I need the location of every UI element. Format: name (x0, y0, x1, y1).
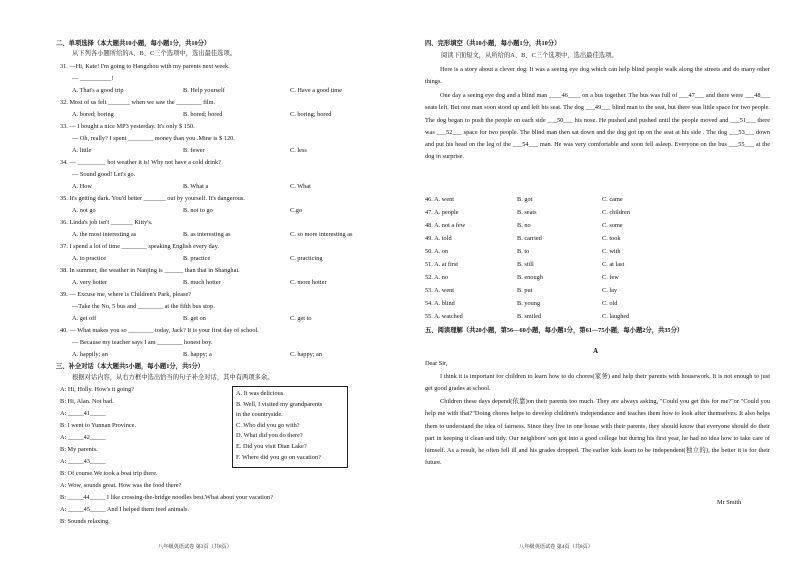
question-40: 40. — What makes you so ________ today, Jack? It is your first day of school. (60, 327, 259, 334)
cloze-52-c: C. few (602, 274, 619, 281)
dialog-line-5: A: _____42_____ (60, 434, 106, 441)
q37-option-b: B. practice (183, 255, 211, 262)
cloze-55-b: B. smiled (517, 313, 542, 320)
dialog-line-1: A: Hi, Holly. How's it going? (60, 386, 135, 393)
box-option-b-cont: in the countryside. (236, 411, 283, 419)
box-option-d: D. What did you do there? (236, 432, 303, 440)
q35-option-a: A. not go (72, 207, 96, 214)
dialog-options-box (232, 386, 348, 468)
q37-option-c: C. practicing (290, 255, 323, 262)
section3-title: 三、补全对话（本大题共5小题，每小题1分，共5分） (56, 363, 204, 370)
cloze-46-b: B. got (517, 196, 533, 203)
q40-option-b: B. happy; a (183, 351, 212, 358)
cloze-50-c: C. with (602, 248, 621, 255)
q36-option-b: B. as interesting as (183, 231, 231, 238)
reading-passage-label: A (593, 347, 599, 355)
cloze-53-c: C. lay (602, 287, 618, 294)
letter-signature: Mr Smith (717, 499, 742, 506)
cloze-46-c: C. came (602, 196, 623, 203)
q39-option-a: A. get off (72, 315, 97, 322)
q32-option-c: C. boring; bored (290, 111, 332, 118)
q33-option-a: A. little (72, 147, 92, 154)
question-34: 34. — _________ hot weather it is! Why not have a cold drink? (60, 159, 221, 166)
q36-option-a: A. the most interesting as (72, 231, 137, 238)
question-36: 36. Linda's job isn't _______ Kitty's. (60, 219, 153, 226)
question-31: 31. —Hi, Kate! I'm going to Hangzhou with my parents next week. (60, 63, 230, 70)
question-38: 38. In summer, the weather in Nanjing is ______ than that in Shanghai. (60, 267, 240, 274)
question-33: 33. — I bought a nice MP3 yesterday. It's only $ 150. (60, 123, 195, 130)
cloze-54-b: B. young (517, 300, 541, 307)
box-option-c: C. Who did you go with? (236, 421, 300, 429)
q33-option-c: C. less (290, 147, 307, 154)
box-option-b: B. Well, I visited my grandparents (236, 400, 323, 408)
q40-option-a: A. happily; an (72, 351, 108, 358)
q38-option-b: B. much hotter (183, 279, 221, 286)
dialog-line-7: A: _____43_____ (60, 458, 106, 465)
question-40-line2: — Because my teacher says I am ________ honest boy. (72, 339, 213, 346)
q34-option-c: C. What (290, 183, 311, 190)
section4-title: 四、完形填空（共10小题，每小题1分，共10分） (425, 40, 561, 47)
section2-title: 二、单项选择（本大题共10小题，每小题1分，共10分） (56, 40, 211, 47)
passage-intro: Here is a story about a clever dog. It was a seeing eye dog which can help blind people walk along the streets and do many other things. (425, 66, 770, 86)
q40-option-c: C. happy; an (290, 351, 323, 358)
question-39: 39. — Excuse me, where is Children's Park, please? (60, 291, 192, 298)
dialog-line-11: A: _____45_____ And I helped them feed animals. (60, 506, 190, 513)
question-35: 35. It's getting dark. You'd better _______ out by yourself. It's dangerous. (60, 195, 245, 202)
dialog-line-9: A: Wow, sounds great. How was the food there? (60, 482, 182, 489)
dialog-line-3: A: _____41_____ (60, 410, 106, 417)
dialog-line-8: B: Of course.We took a boat trip there. (60, 470, 158, 477)
section3-instructions: 根据对话内容，从右方框中选出恰当的句子补全对话，其中有两项多余。 (72, 374, 274, 381)
section2-instructions: 从下列各小题所给的A、B、C三个选项中，选出最佳选项。 (72, 50, 237, 57)
cloze-51-c: C. at last (602, 261, 625, 268)
q35-option-b: B. not to go (183, 207, 213, 214)
cloze-49-a: 49. A. told (425, 235, 452, 242)
cloze-47-c: C. children (602, 209, 630, 216)
q38-option-a: A. very hotter (72, 279, 108, 286)
cloze-52-a: 52. A. no (425, 274, 449, 281)
section5-title: 五、阅读理解（共20小题，第56—60小题，每小题1分，第61—75小题，每小题2分，共35分） (425, 327, 684, 334)
q31-option-a: A. That's a good trip (72, 87, 124, 94)
dialog-line-4: B: I went to Yunnan Province. (60, 422, 137, 429)
cloze-50-a: 50. A. on (425, 248, 449, 255)
q37-option-a: A. to practice (72, 255, 107, 262)
dialog-line-10: B: _____44_____ I like crossing-the-bridge noodles best.What about your vacation? (60, 494, 273, 501)
cloze-46-a: 46. A. went (425, 196, 455, 203)
cloze-48-c: C. some (602, 222, 623, 229)
cloze-55-c: C. laughed (602, 313, 630, 320)
cloze-53-a: 53. A. went (425, 287, 455, 294)
letter-salutation: Dear Sir, (425, 360, 448, 367)
cloze-54-c: C. old (602, 300, 618, 307)
box-option-a: A. It was delicious. (236, 390, 285, 397)
question-39-line2: —Take the No, 5 bus and ________ at the fifth bus stop. (72, 303, 215, 310)
letter-paragraph-2: Children these days depend(依靠)on their parents too much. They are always asking, "Could you get this for me?"or "Could you help me with that?"Doing chores helps to develop children's independance and teaches them how to look after themselves. It also helps them to understand the idea of fairness. Since they live in one house with their parents, they should know that everyone should do their part in keeping it clean and tidy. Our neighbors' son got into a good college but during his first year, he had no idea how to take care of himself. As a result, he often fell ill and his grades dropped. The earlier kids learn to be independent(独立的), the better it is for their future. (425, 398, 770, 467)
cloze-55-a: 55. A. watched (425, 313, 463, 320)
q32-option-b: B. bored; bored (183, 111, 223, 118)
question-34-line2: — Sound good! Let's go. (72, 171, 136, 178)
q31-option-b: B. Help yourself (183, 87, 225, 94)
section4-instructions: 阅读下面短文，从所给的A、B、C三个选项中，选出最佳选项。 (441, 52, 618, 59)
question-37: 37. I spend a lot of time ________ speaking English every day. (60, 243, 219, 250)
cloze-51-a: 51. A. at first (425, 261, 459, 268)
box-option-e: E. Did you visit Dian Lake? (236, 442, 307, 450)
dialog-line-6: B: My parents. (60, 446, 98, 453)
cloze-48-b: B. no (517, 222, 531, 229)
box-option-f: F. Where did you go on vacation? (236, 453, 321, 461)
q39-option-b: B. get on (183, 315, 206, 322)
question-33-line2: — Oh, really? I spent ________ money than you .Mine is $ 120. (72, 135, 235, 142)
cloze-51-b: B. still (517, 261, 534, 268)
question-31-line2: — __________! (72, 75, 114, 82)
question-32: 32. Most of us felt _______ when we saw the ________ film. (60, 99, 216, 106)
cloze-49-b: B. carried (517, 235, 542, 242)
letter-paragraph-1: I think it is important for children to learn how to do chores(家务) and help their parents with housework. It is not enough to just get good grades at school. (425, 373, 770, 393)
q36-option-c: C. so more interesting as (290, 231, 353, 238)
dialog-line-12: B: Sounds relaxing. (60, 518, 110, 525)
q31-option-c: C. Have a good time (290, 87, 342, 94)
cloze-47-b: B. seats (517, 209, 537, 216)
q34-option-a: A. How (72, 183, 92, 190)
dialog-line-2: B: Hi, Alan. Not bad. (60, 398, 114, 405)
cloze-53-b: B. put (517, 287, 533, 294)
left-footer: 八年级英语试卷 第3页（共8页） (158, 544, 232, 550)
cloze-48-a: 48. A. not a few (425, 222, 466, 229)
cloze-54-a: 54. A. blind (425, 300, 455, 307)
cloze-50-b: B. to (517, 248, 530, 255)
right-page (397, 0, 794, 561)
q33-option-b: B. fewer (183, 147, 205, 154)
q34-option-b: B. What a (183, 183, 209, 190)
q39-option-c: C. get to (290, 315, 312, 322)
cloze-49-c: C. took (602, 235, 621, 242)
q35-option-c: C.go (290, 207, 303, 214)
q38-option-c: C. more hotter (290, 279, 327, 286)
passage-body: One day a seeing eye dog and a blind man ____46____ on a bus together. The bus was full of ___47___ and there were ___48___ seats left. But one man soon stood up and left his seat. The dog ___49___ blind man to the seat, but there was little space for two people. The dog began to push the people on each side ___50___ his nose. He pushed and pushed until the people moved and ___51___ there was ___52___ space for two people. The blind man then sat down and the dog got up on the seat at his side . The dog ___53___ down and put his head on the leg of the ___54___ man. He was very comfortable and soon fell asleep. Everyone on the bus ___55___ at the dog in surprise. (425, 92, 770, 161)
cloze-52-b: B. enough (517, 274, 543, 281)
cloze-47-a: 47. A. people (425, 209, 459, 216)
right-footer: 八年级英语试卷 第4页（共8页） (519, 544, 593, 550)
q32-option-a: A. bored; boring (72, 111, 114, 118)
